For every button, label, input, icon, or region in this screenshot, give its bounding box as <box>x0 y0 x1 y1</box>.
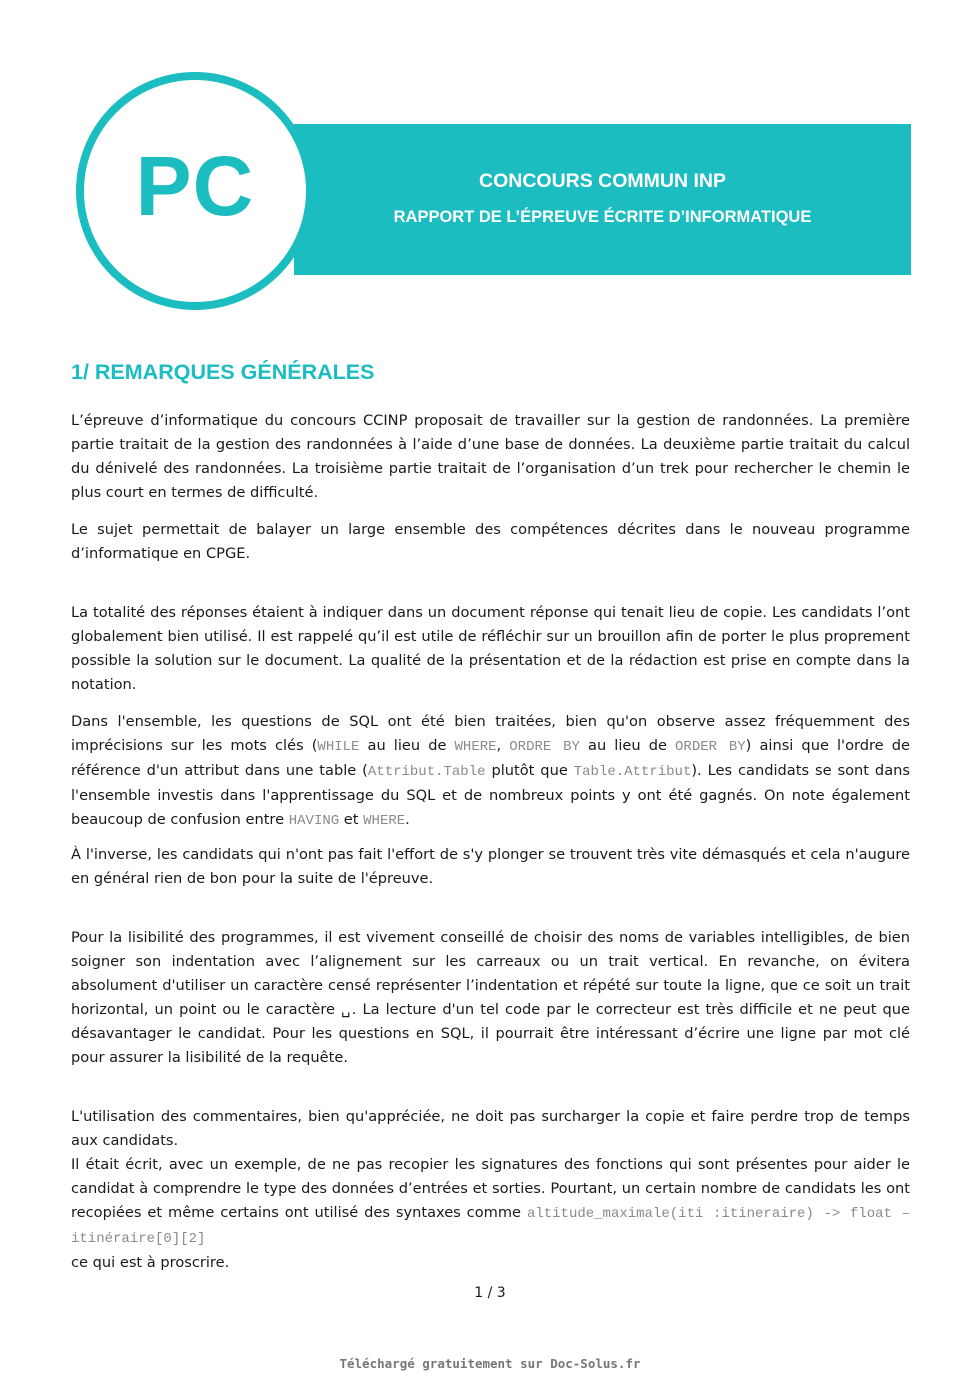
text-run: et <box>339 811 364 828</box>
code-keyword: WHERE <box>454 739 497 755</box>
text-run: au lieu de <box>359 737 455 754</box>
code-keyword: ORDER BY <box>675 739 746 755</box>
code-keyword: ORDRE BY <box>509 739 580 755</box>
logo-text: PC <box>135 139 255 233</box>
paragraph-sql <box>71 710 910 833</box>
paragraph-intro <box>71 409 910 505</box>
text-run: Il était écrit, avec un exemple, de ne pas recopier les signatures des fonctions qui sont présentes pour aider le candidat à comprendre le type des données d’entrées et sorties. Pourtant, un certain nombre de candidats les ont recopiées et même certains ont utilisé des syntaxes comme <box>71 1156 910 1221</box>
paragraph-text: La totalité des réponses étaient à indiquer dans un document réponse qui tenait lieu de copie. Les candidats l’ont globalement bien utilisé. Il est rappelé qu’il est utile de réfléchir sur un brouillon afin de porter le plus proprement possible la solution sur le document. La qualité de la présentation et de la rédaction est prise en compte dans la notation. <box>71 604 910 693</box>
text-run: . <box>405 811 410 828</box>
code-keyword: HAVING <box>288 813 340 829</box>
page-number: 1 / 3 <box>474 1285 506 1301</box>
code-keyword: Table.Attribut <box>573 764 692 780</box>
code-keyword: WHERE <box>363 813 406 829</box>
paragraph-readability <box>71 926 910 1070</box>
paragraph-comments <box>71 1105 910 1275</box>
code-keyword: Attribut.Table <box>367 764 486 780</box>
paragraph-answer-document <box>71 601 910 697</box>
text-run: au lieu de <box>579 737 676 754</box>
banner-subtitle: RAPPORT DE L’ÉPREUVE ÉCRITE D’INFORMATIQUE <box>393 208 812 226</box>
text-run: ce qui est à proscrire. <box>71 1254 230 1271</box>
code-snippet: altitude_maximale(iti :itineraire) -> float – itinéraire[0][2] <box>71 1206 911 1247</box>
section-heading: 1/ REMARQUES GÉNÉRALES <box>71 360 375 384</box>
text-run: Dans l'ensemble, les questions de SQL ont été bien traitées, bien qu'on observe assez fréquemment des imprécisions sur les mots clés ( <box>71 713 910 754</box>
paragraph-text: Le sujet permettait de balayer un large ensemble des compétences décrites dans le nouveau programme d’informatique en CPGE. <box>71 521 910 562</box>
code-keyword: WHILE <box>317 739 360 755</box>
text-run: ) ainsi que l'ordre de référence d'un attribut dans une table ( <box>71 737 910 779</box>
paragraph-text: Pour la lisibilité des programmes, il est vivement conseillé de choisir des noms de variables intelligibles, de bien soigner son indentation avec l’alignement sur les carreaux ou un trait vertical. En revanche, on évitera absolument d'utiliser un caractère censé représenter l’indentation et répété sur toute la ligne, que ce soit un trait horizontal, un point ou le caractère ␣. La lecture d'un tel code par le correcteur est très difficile et ne peut que désavantager le candidat. Pour les questions en SQL, il pourrait être intéressant d’écrire une ligne par mot clé pour assurer la lisibilité de la requête. <box>71 929 910 1066</box>
paragraph-inverse <box>71 843 910 891</box>
paragraph-text: L’épreuve d’informatique du concours CCINP proposait de travailler sur la gestion de randonnées. La première partie traitait de la gestion des randonnées à l’aide d’une base de données. La deuxième partie traitait du calcul du dénivelé des randonnées. La troisième partie traitait de l’organisation d’un trek pour rechercher le chemin le plus court en termes de difficulté. <box>71 412 910 501</box>
paragraph-text: À l'inverse, les candidats qui n'ont pas fait l'effort de s'y plonger se trouvent très vite démasqués et cela n'augure en général rien de bon pour la suite de l'épreuve. <box>71 846 910 887</box>
footer-download-note: Téléchargé gratuitement sur Doc-Solus.fr <box>339 1356 641 1371</box>
paragraph-scope <box>71 518 910 566</box>
banner-title: CONCOURS COMMUN INP <box>479 170 726 192</box>
paragraph-text: L'utilisation des commentaires, bien qu'appréciée, ne doit pas surcharger la copie et faire perdre trop de temps aux candidats. <box>71 1108 910 1149</box>
header-banner <box>294 124 911 275</box>
text-run: ). Les candidats se sont dans l'ensemble investis dans l'apprentissage du SQL et de nombreux points y ont été gagnés. On note également beaucoup de confusion entre <box>71 762 910 828</box>
text-run: plutôt que <box>485 762 574 779</box>
pc-logo <box>76 72 314 310</box>
text-run: , <box>496 737 510 754</box>
